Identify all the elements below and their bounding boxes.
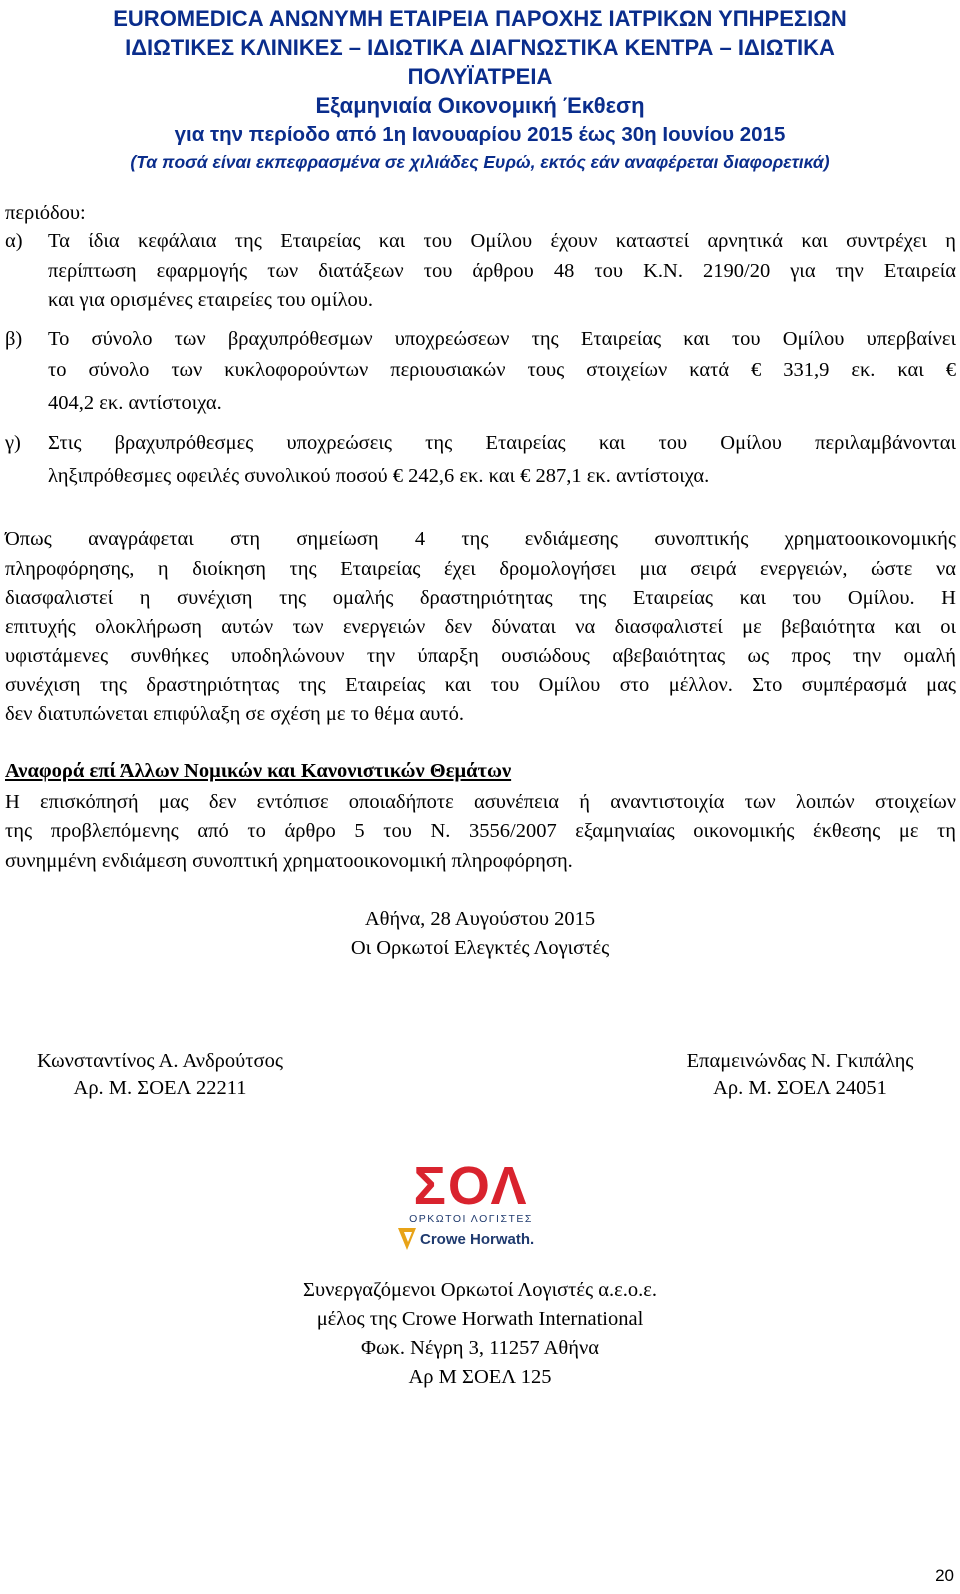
firm-name: Συνεργαζόμενοι Ορκωτοί Λογιστές α.ε.ο.ε.: [303, 1279, 657, 1301]
list-marker: α): [5, 230, 23, 252]
paragraph-line: Η επισκόπησή μας δεν εντόπισε οποιαδήποτε ασυνέπεια ή αναντιστοιχία των λοιπών στοιχείων: [5, 791, 956, 813]
logo-partner-text: Crowe Horwath.: [420, 1231, 535, 1248]
list-item-line: Το σύνολο των βραχυπρόθεσμων υποχρεώσεων της Εταιρείας και του Ομίλου υπερβαίνει: [48, 328, 956, 350]
auditors-title: Οι Ορκωτοί Ελεγκτές Λογιστές: [350, 937, 610, 959]
list-item-line: και για ορισμένες εταιρείες του ομίλου.: [48, 289, 374, 311]
signatory-left: [5, 1050, 315, 1100]
paragraph-line: υφιστάμενες συνθήκες υποδηλώνουν την ύπαρξη ουσιώδους αβεβαιότητας ως προς την ομαλή: [5, 645, 956, 667]
paragraph-line: συνημμένη ενδιάμεση συνοπτική χρηματοοικονομική πληροφόρηση.: [5, 850, 573, 872]
signatory-right: [655, 1050, 945, 1100]
list-item-line: Στις βραχυπρόθεσμες υποχρεώσεις της Εταιρείας και του Ομίλου περιλαμβάνονται: [48, 432, 956, 454]
place-date: Αθήνα, 28 Αυγούστου 2015: [364, 908, 596, 930]
paragraph-line: επιτυχής ολοκλήρωση αυτών των ενεργειών δεν δύναται να διασφαλιστεί με βεβαιότητα και οι: [5, 616, 956, 638]
sol-crowe-horwath-logo: [386, 1160, 556, 1255]
paragraph-line: της προβλεπόμενης από το άρθρο 5 του Ν. 3556/2007 εξαμηνιαίας οικονομικής έκθεσης με τη: [5, 820, 956, 842]
list-item-line: περίπτωση εφαρμογής των διατάξεων του άρθρου 48 του Κ.Ν. 2190/20 για την Εταιρεία: [48, 260, 956, 282]
paragraph-line: συνέχιση της δραστηριότητας της Εταιρείας και του Ομίλου στο μέλλον. Στο συμπέρασμά μας: [5, 674, 956, 696]
list-item-line: Τα ίδια κεφάλαια της Εταιρείας και του Ομίλου έχουν καταστεί αρνητικά και συντρέχει η: [48, 230, 956, 252]
firm-membership: μέλος της Crowe Horwath International: [316, 1308, 644, 1330]
report-period: για την περίοδο από 1η Ιανουαρίου 2015 έως 30η Ιουνίου 2015: [174, 123, 786, 146]
logo-graphic: [386, 1160, 556, 1255]
logo-sub-text: ΟΡΚΩΤΟΙ ΛΟΓΙΣΤΕΣ: [409, 1213, 533, 1225]
signatory-name: Κωνσταντίνος Α. Ανδρούτσος: [37, 1050, 283, 1072]
paragraph-line: διασφαλιστεί η συνέχιση της ομαλής δραστηριότητας της Εταιρείας και του Ομίλου. Η: [5, 587, 956, 609]
list-marker: γ): [5, 432, 21, 454]
currency-note: (Τα ποσά είναι εκπεφρασμένα σε χιλιάδες Ευρώ, εκτός εάν αναφέρεται διαφορετικά): [130, 152, 830, 172]
paragraph-line: πληροφόρησης, η διοίκηση της Εταιρείας έχει δρομολογήσει μια σειρά ενεργειών, ώστε να: [5, 558, 956, 580]
section-heading: Αναφορά επί Άλλων Νομικών και Κανονιστικών Θεμάτων: [5, 760, 512, 782]
intro-text: περιόδου:: [5, 202, 86, 224]
list-marker: β): [5, 328, 23, 350]
company-subtitle-cont: ΠΟΛΥΪΑΤΡΕΙΑ: [407, 64, 553, 89]
paragraph-line: δεν διατυπώνεται επιφύλαξη σε σχέση με το θέμα αυτό.: [5, 703, 464, 725]
list-item-line: ληξιπρόθεσμες οφειλές συνολικού ποσού € 242,6 εκ. και € 287,1 εκ. αντίστοιχα.: [48, 465, 710, 487]
list-item-line: το σύνολο των κυκλοφορούντων περιουσιακών τους στοιχείων κατά € 331,9 εκ. και €: [48, 359, 956, 381]
signatory-registration: Αρ. Μ. ΣΟΕΛ 22211: [73, 1077, 247, 1099]
signatory-name: Επαμεινώνδας Ν. Γκιπάλης: [686, 1050, 914, 1072]
firm-address: Φωκ. Νέγρη 3, 11257 Αθήνα: [361, 1337, 599, 1359]
company-name: EUROMEDICA ΑΝΩΝΥΜΗ ΕΤΑΙΡΕΙΑ ΠΑΡΟΧΗΣ ΙΑΤΡΙΚΩΝ ΥΠΗΡΕΣΙΩΝ: [113, 6, 847, 31]
paragraph-line: Όπως αναγράφεται στη σημείωση 4 της ενδιάμεσης συνοπτικής χρηματοοικονομικής: [5, 528, 956, 550]
firm-registration: Αρ Μ ΣΟΕΛ 125: [408, 1366, 552, 1388]
page-number: 20: [935, 1566, 954, 1585]
company-subtitle: ΙΔΙΩΤΙΚΕΣ ΚΛΙΝΙΚΕΣ – ΙΔΙΩΤΙΚΑ ΔΙΑΓΝΩΣΤΙΚΑ ΚΕΝΤΡΑ – ΙΔΙΩΤΙΚΑ: [125, 35, 835, 60]
signatory-registration: Αρ. Μ. ΣΟΕΛ 24051: [713, 1077, 887, 1099]
list-item-line: 404,2 εκ. αντίστοιχα.: [48, 392, 222, 414]
report-title: Εξαμηνιαία Οικονομική Έκθεση: [315, 93, 645, 118]
document-header: [0, 4, 960, 176]
logo-main-text: ΣΟΛ: [413, 1160, 529, 1216]
